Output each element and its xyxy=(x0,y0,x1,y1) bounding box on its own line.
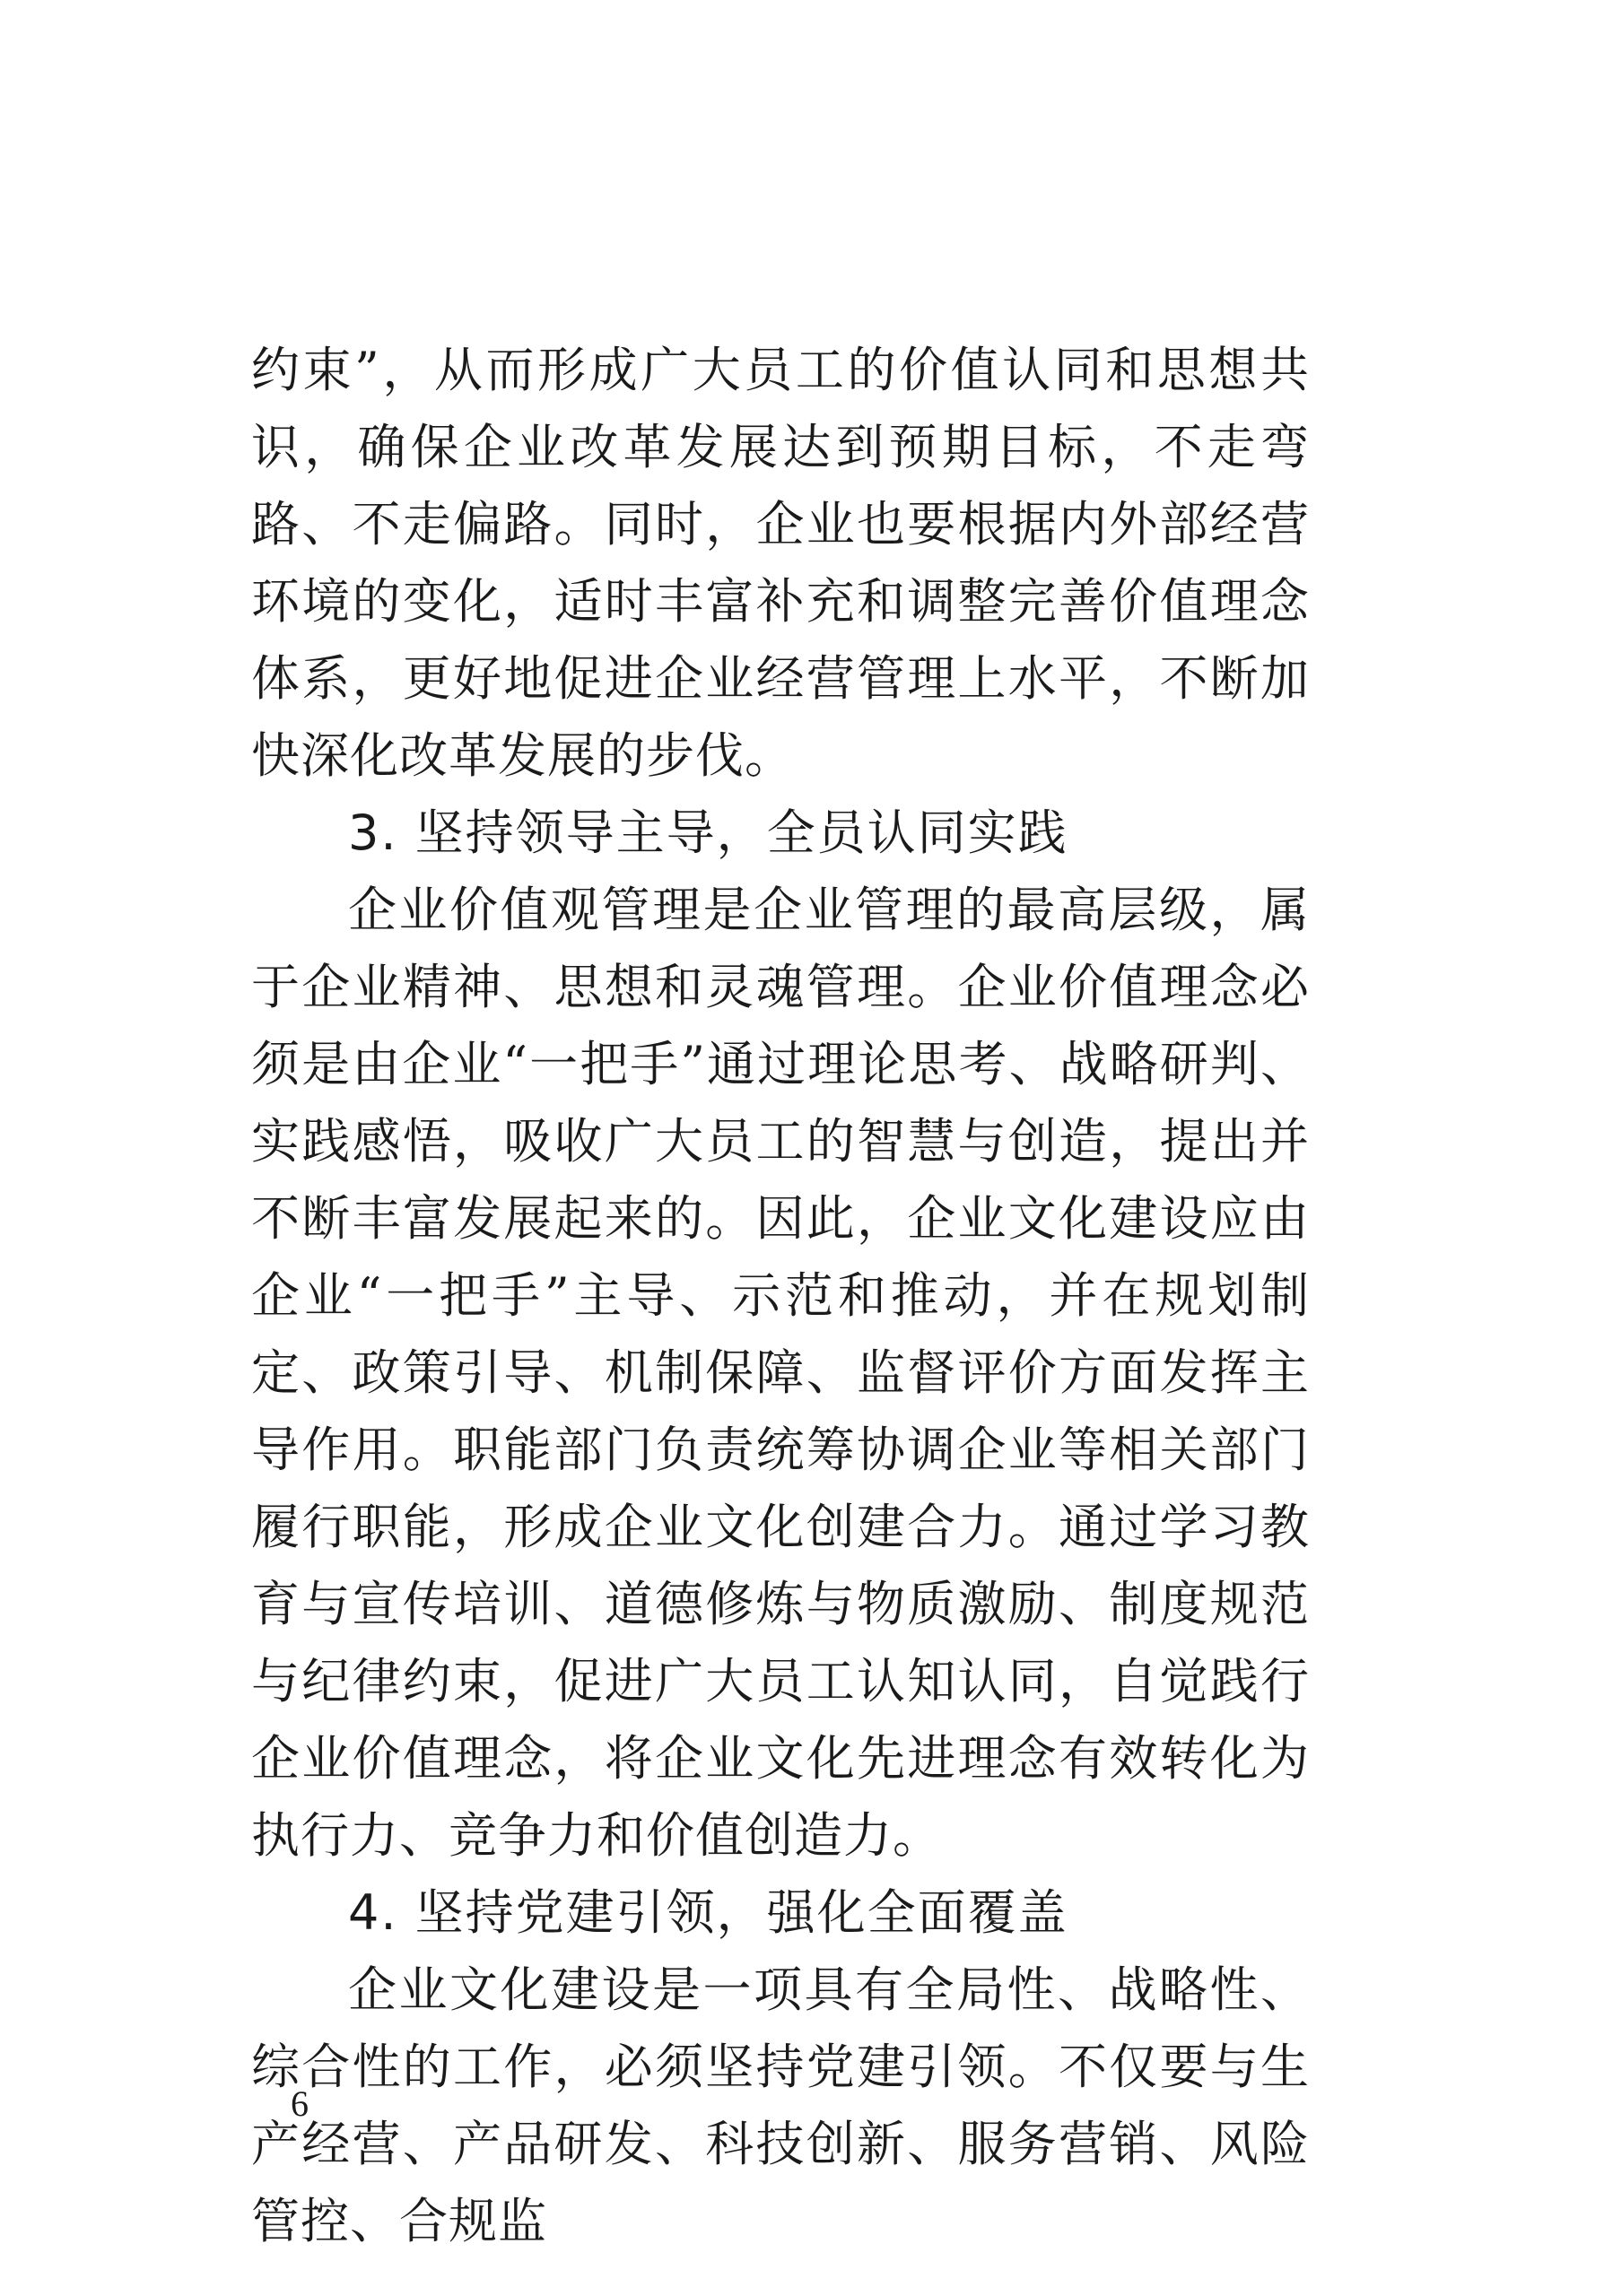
section-heading-3: 3. 坚持领导主导，全员认同实践 xyxy=(348,804,1068,861)
section-heading-4: 4. 坚持党建引领，强化全面覆盖 xyxy=(348,1884,1068,1941)
body-text xyxy=(251,332,1310,2260)
paragraph-continuation: 约束”，从而形成广大员工的价值认同和思想共识，确保企业改革发展达到预期目标，不走弯路、不走偏路。同时，企业也要根据内外部经营环境的变化，适时丰富补充和调整完善价值理念体系，更好地促进企业经营管理上水平，不断加快深化改革发展的步伐。 xyxy=(251,342,1310,784)
paragraph-leadership: 企业价值观管理是企业管理的最高层级，属于企业精神、思想和灵魂管理。企业价值理念必须是由企业“一把手”通过理论思考、战略研判、实践感悟，吸收广大员工的智慧与创造，提出并不断丰富发展起来的。因此，企业文化建设应由企业“一把手”主导、示范和推动，并在规划制定、政策引导、机制保障、监督评价方面发挥主导作用。职能部门负责统筹协调企业等相关部门履行职能，形成企业文化创建合力。通过学习教育与宣传培训、道德修炼与物质激励、制度规范与纪律约束，促进广大员工认知认同，自觉践行企业价值理念，将企业文化先进理念有效转化为执行力、竞争力和价值创造力。 xyxy=(251,882,1310,1864)
page-number: 6 xyxy=(291,2083,309,2124)
paragraph-party-building: 企业文化建设是一项具有全局性、战略性、综合性的工作，必须坚持党建引领。不仅要与生产经营、产品研发、科技创新、服务营销、风险管控、合规监 xyxy=(251,1961,1310,2249)
